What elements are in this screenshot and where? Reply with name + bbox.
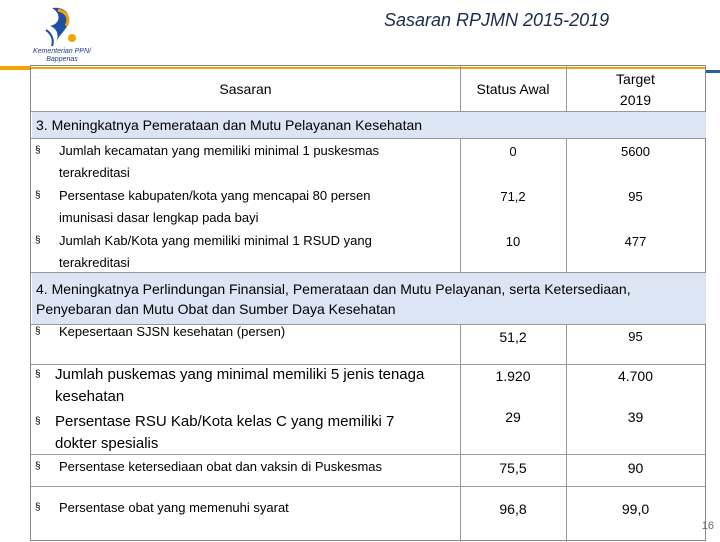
item-text: dokter spesialis — [55, 435, 159, 452]
bappenas-logo-icon — [22, 4, 102, 48]
item-text: kesehatan — [55, 388, 125, 405]
status-value: 75,5 — [499, 460, 527, 476]
bullet-icon: § — [35, 369, 41, 380]
section-4-title-line2: Penyebaran dan Mutu Obat dan Sumber Daya Kesehatan — [36, 301, 396, 317]
target-value: 4.700 — [617, 368, 654, 384]
bullet-icon: § — [35, 190, 41, 201]
item-text: terakreditasi — [59, 165, 130, 180]
target-value: 5600 — [621, 144, 650, 159]
status-value: 0 — [509, 144, 517, 159]
item-text: Persentase ketersediaan obat dan vaksin di Puskesmas — [59, 459, 383, 474]
logo-caption — [22, 48, 102, 64]
item-text: imunisasi dasar lengkap pada bayi — [59, 210, 259, 225]
item-text: Jumlah puskemas yang minimal memiliki 5 jenis tenaga — [55, 366, 425, 383]
item-text: Persentase kabupaten/kota yang mencapai 80 persen — [59, 188, 371, 203]
logo-line1: Kementerian PPN/ — [33, 48, 91, 55]
item-text: Persentase RSU Kab/Kota kelas C yang memiliki 7 — [55, 413, 395, 430]
header-sasaran: Sasaran — [219, 81, 272, 97]
bullet-icon: § — [35, 461, 41, 472]
status-value: 10 — [505, 234, 521, 249]
bappenas-logo — [22, 4, 102, 66]
section-4-title — [32, 273, 706, 324]
bullet-icon: § — [35, 145, 41, 156]
header-target-line1: Target — [616, 71, 655, 87]
status-value: 29 — [505, 409, 521, 425]
section-4-title-line1: 4. Meningkatnya Perlindungan Finansial, Pemerataan dan Mutu Pelayanan, serta Ketersediaan, — [36, 281, 631, 297]
status-value: 1.920 — [495, 368, 531, 384]
row-divider — [31, 138, 705, 139]
bullet-icon: § — [35, 416, 41, 427]
bullet-icon: § — [35, 235, 41, 246]
item-text: Kepesertaan SJSN kesehatan (persen) — [59, 324, 286, 339]
item-text: terakreditasi — [59, 255, 130, 270]
header-target — [566, 69, 705, 111]
target-value: 95 — [628, 189, 643, 204]
sasaran-table — [30, 65, 706, 541]
header-target-line2: 2019 — [619, 92, 652, 108]
target-value: 477 — [624, 234, 647, 249]
target-value: 95 — [628, 329, 643, 344]
target-value: 99,0 — [621, 501, 650, 517]
item-text: Persentase obat yang memenuhi syarat — [59, 500, 289, 515]
item-text: Jumlah Kab/Kota yang memiliki minimal 1 RSUD yang — [59, 233, 372, 248]
status-value: 96,8 — [499, 501, 527, 517]
accent-band-right — [706, 70, 720, 73]
header-status-awal: Status Awal — [476, 81, 550, 97]
logo-line2: Bappenas — [46, 56, 78, 63]
bullet-icon: § — [35, 502, 41, 513]
page-title: Sasaran RPJMN 2015-2019 — [384, 10, 610, 30]
section-3-title: 3. Meningkatnya Pemerataan dan Mutu Pelayanan Kesehatan — [32, 112, 706, 138]
status-value: 71,2 — [500, 189, 526, 204]
item-text: Jumlah kecamatan yang memiliki minimal 1 puskesmas — [59, 143, 380, 158]
target-value: 39 — [627, 409, 644, 425]
accent-band-left — [0, 66, 30, 70]
page-number: 16 — [701, 520, 714, 532]
row-divider — [31, 486, 705, 487]
status-value: 51,2 — [499, 329, 527, 345]
bullet-icon: § — [35, 326, 41, 337]
target-value: 90 — [627, 460, 644, 476]
